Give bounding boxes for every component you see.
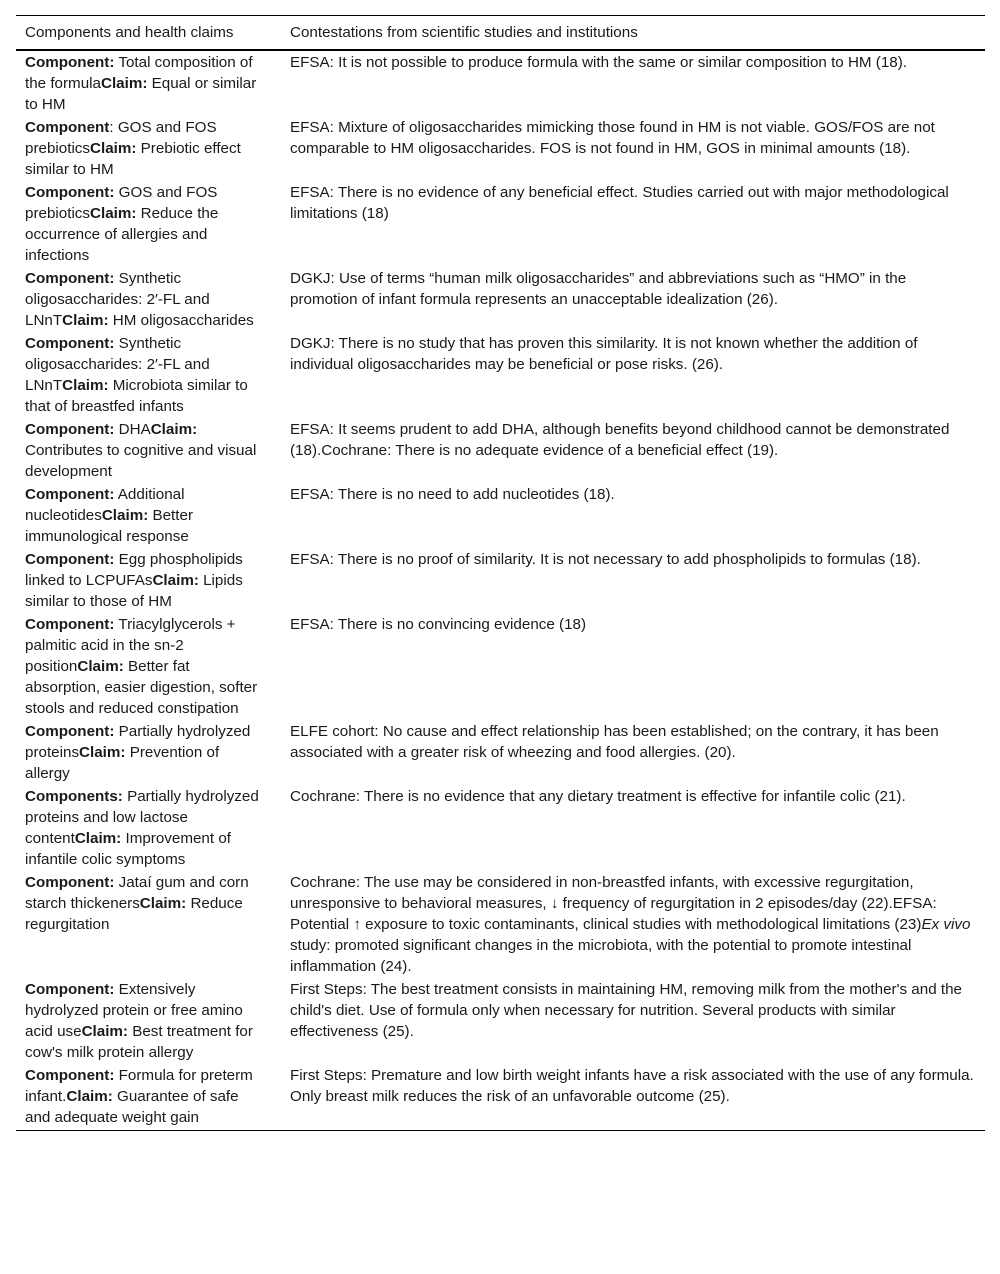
table-row	[16, 418, 985, 483]
component-label: Component:	[25, 981, 115, 998]
contestation-cell: DGKJ: There is no study that has proven this similarity. It is not known whether the addition of individual oligosaccharides may be beneficial or pose risks. (26).	[290, 335, 918, 373]
claim-label: Claim:	[81, 1023, 128, 1040]
table-row	[16, 978, 985, 1064]
claim-text: Better fat absorption, easier digestion, softer stools and reduced constipation	[25, 658, 258, 717]
table-row	[16, 720, 985, 785]
claim-label: Claim:	[139, 895, 187, 912]
component-text: Formula for preterm infant.	[25, 1067, 253, 1105]
component-label: Component:	[25, 335, 115, 352]
claim-text: Prebiotic effect similar to HM	[25, 140, 241, 178]
component-claim-cell	[16, 613, 281, 720]
claim-label: Claim:	[77, 658, 124, 675]
component-label: Component:	[25, 421, 115, 438]
contestation-cell: EFSA: There is no evidence of any beneficial effect. Studies carried out with major methodological limitations (18)	[290, 184, 949, 222]
component-text: GOS and FOS prebiotics	[25, 184, 218, 222]
component-claim-cell	[16, 871, 281, 978]
contestation-cell: EFSA: It is not possible to produce formula with the same or similar composition to HM (18).	[290, 54, 908, 71]
component-text: Total composition of the formula	[25, 54, 253, 92]
component-label: Component:	[25, 551, 115, 568]
component-label: Component:	[25, 54, 115, 71]
component-text: : GOS and FOS prebiotics	[25, 119, 217, 157]
contestation-cell	[281, 871, 985, 978]
header-row	[16, 16, 985, 51]
contestation-cell: EFSA: There is no need to add nucleotides (18).	[290, 486, 615, 503]
contestation-cell: EFSA: There is no convincing evidence (18)	[290, 616, 587, 633]
contestation-cell: EFSA: There is no proof of similarity. It is not necessary to add phospholipids to formulas (18).	[290, 551, 921, 568]
component-label: Component:	[25, 486, 115, 503]
table-row	[16, 181, 985, 267]
contestation-cell: Cochrane: There is no evidence that any dietary treatment is effective for infantile colic (21).	[290, 788, 906, 805]
table-row	[16, 483, 985, 548]
component-text: Partially hydrolyzed proteins	[25, 723, 251, 761]
claim-text: Equal or similar to HM	[25, 75, 257, 113]
contestation-text: Cochrane: The use may be considered in non-breastfed infants, with excessive regurgitation, unresponsive to behavioral measures, ↓ frequency of regurgitation in 2 episodes/day (22).EFSA: Potential ↑ exposure to toxic contaminants, clinical studies with methodological limitations (23)	[290, 874, 937, 933]
table-row	[16, 50, 985, 116]
claim-label: Claim:	[62, 377, 109, 394]
component-text: Partially hydrolyzed proteins and low lactose content	[25, 788, 259, 847]
claim-label: Claim:	[152, 572, 199, 589]
component-claim-cell	[16, 720, 281, 785]
table-row	[16, 267, 985, 332]
contestation-italic: Ex vivo	[921, 916, 971, 933]
component-claim-cell	[16, 181, 281, 267]
component-text: Synthetic oligosaccharides: 2′-FL and LNnT	[25, 335, 210, 394]
header-components-claims: Components and health claims	[25, 24, 234, 41]
header-contestations: Contestations from scientific studies and institutions	[290, 24, 638, 41]
claim-label: Claim:	[90, 140, 137, 157]
contestation-tail: study: promoted significant changes in the microbiota, with the potential to promote intestinal inflammation (24).	[290, 937, 912, 975]
component-text: DHA	[114, 421, 151, 438]
table-body	[16, 50, 985, 1131]
claim-label: Claim:	[66, 1088, 113, 1105]
claim-text: Best treatment for cow's milk protein allergy	[25, 1023, 253, 1061]
claim-label: Claim:	[79, 744, 126, 761]
claim-text: Contributes to cognitive and visual development	[25, 442, 257, 480]
claim-label: Claim:	[150, 421, 198, 438]
component-text: Triacylglycerols + palmitic acid in the sn-2 position	[25, 616, 236, 675]
claim-text: Guarantee of safe and adequate weight gain	[25, 1088, 239, 1126]
claim-text: Better immunological response	[25, 507, 194, 545]
contestation-cell: First Steps: The best treatment consists in maintaining HM, removing milk from the mother's and the child's diet. Use of formula only when necessary for nutrition. Several products with similar effectiveness (25).	[290, 981, 962, 1040]
component-claim-cell	[16, 332, 281, 418]
table-row	[16, 1064, 985, 1131]
table-row	[16, 116, 985, 181]
component-text: Extensively hydrolyzed protein or free amino acid use	[25, 981, 243, 1040]
claim-text: Improvement of infantile colic symptoms	[25, 830, 231, 868]
claim-text: Lipids similar to those of HM	[25, 572, 243, 610]
component-text: Egg phospholipids linked to LCPUFAs	[25, 551, 243, 589]
table-row	[16, 871, 985, 978]
component-label: Component:	[25, 270, 115, 287]
contestation-cell: ELFE cohort: No cause and effect relationship has been established; on the contrary, it has been associated with a greater risk of wheezing and food allergies. (20).	[290, 723, 939, 761]
component-claim-cell	[16, 1064, 281, 1131]
component-label: Component:	[25, 874, 115, 891]
claims-table-container	[16, 15, 985, 1131]
component-label: Component:	[25, 1067, 115, 1084]
component-claim-cell	[16, 978, 281, 1064]
contestation-cell: EFSA: Mixture of oligosaccharides mimicking those found in HM is not viable. GOS/FOS are not comparable to HM oligosaccharides. FOS is not found in HM, GOS in minimal amounts (18).	[290, 119, 935, 157]
claim-text: Reduce the occurrence of allergies and infections	[25, 205, 219, 264]
component-claim-cell	[16, 785, 281, 871]
component-claim-cell	[16, 267, 281, 332]
component-claim-cell	[16, 483, 281, 548]
claim-label: Claim:	[90, 205, 137, 222]
component-label: Component:	[25, 723, 115, 740]
component-text: Synthetic oligosaccharides: 2′-FL and LNnT	[25, 270, 210, 329]
table-row	[16, 785, 985, 871]
table-row	[16, 548, 985, 613]
component-claim-cell	[16, 548, 281, 613]
component-claim-cell	[16, 116, 281, 181]
contestation-cell: DGKJ: Use of terms “human milk oligosaccharides” and abbreviations such as “HMO” in the promotion of infant formula represents an unacceptable idealization (26).	[290, 270, 907, 308]
claim-label: Claim:	[74, 830, 122, 847]
table-row	[16, 332, 985, 418]
claim-label: Claim:	[100, 75, 148, 92]
component-label: Component:	[25, 184, 115, 201]
component-claim-cell	[16, 50, 281, 116]
claim-text: Prevention of allergy	[25, 744, 220, 782]
component-claim-cell	[16, 418, 281, 483]
claim-text: HM oligosaccharides	[108, 312, 254, 329]
contestation-cell: EFSA: It seems prudent to add DHA, although benefits beyond childhood cannot be demonstrated (18).Cochrane: There is no adequate evidence of a beneficial effect (19).	[290, 421, 950, 459]
component-label: Component:	[25, 616, 115, 633]
claim-label: Claim:	[62, 312, 109, 329]
table-row	[16, 613, 985, 720]
claim-label: Claim:	[101, 507, 149, 524]
component-label: Component	[25, 119, 110, 136]
contestation-cell: First Steps: Premature and low birth weight infants have a risk associated with the use of any formula. Only breast milk reduces the risk of an unfavorable outcome (25).	[290, 1067, 974, 1105]
component-label: Components:	[25, 788, 123, 805]
claim-text: Reduce regurgitation	[25, 895, 243, 933]
claim-text: Microbiota similar to that of breastfed infants	[25, 377, 248, 415]
component-text: Jataí gum and corn starch thickeners	[25, 874, 249, 912]
claims-table	[16, 15, 985, 1131]
table-header	[16, 16, 985, 51]
component-text: Additional nucleotides	[25, 486, 185, 524]
